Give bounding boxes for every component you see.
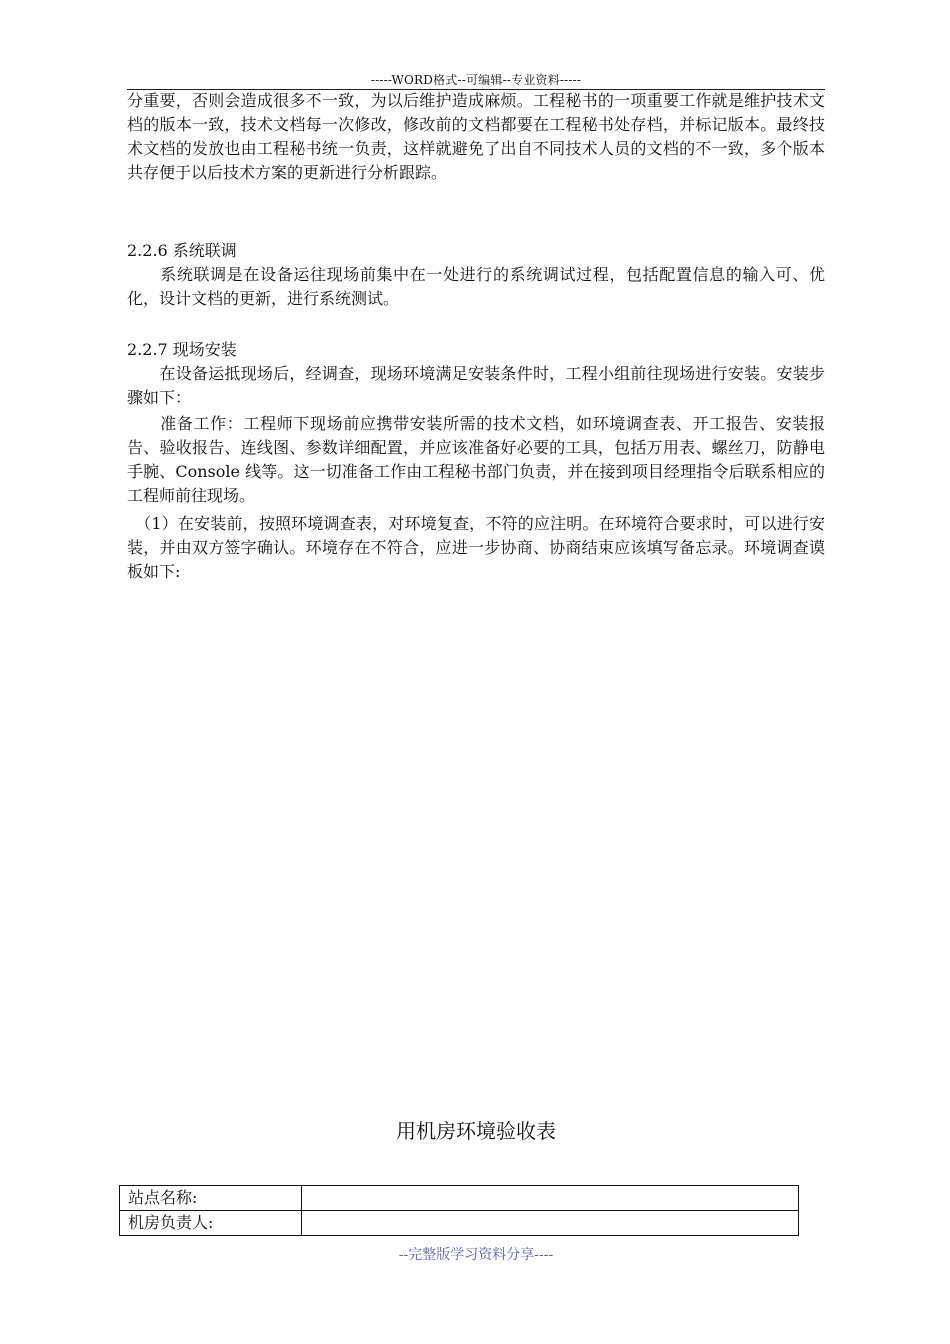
- page-header: -----WORD格式--可编辑--专业资料-----: [370, 73, 582, 87]
- table-cell-value[interactable]: [302, 1186, 799, 1211]
- table-cell-label: 站点名称:: [120, 1186, 302, 1211]
- table-row: [120, 1211, 799, 1236]
- page-footer: --完整版学习资料分享----: [398, 1247, 554, 1263]
- table-cell-value[interactable]: [302, 1211, 799, 1236]
- section-heading-2-2-6: 2.2.6 系统联调: [127, 241, 237, 260]
- paragraph-doc-version: 分重要，否则会造成很多不一致，为以后维护造成麻烦。工程秘书的一项重要工作就是维护技术文档的版本一致，技术文档每一次修改，修改前的文档都要在工程秘书处存档，并标记版本。最终技术文档的发放也由工程秘书统一负责，这样就避免了出自不同技术人员的文档的不一致，多个版本共存便于以后技术方案的更新进行分析跟踪。: [127, 91, 825, 182]
- paragraph-site-install-intro: 在设备运抵现场后，经调查，现场环境满足安装条件时，工程小组前往现场进行安装。安装步骤如下：: [127, 364, 825, 407]
- paragraph-step-1: （1）在安装前，按照环境调查表，对环境复查，不符的应注明。在环境符合要求时，可以进行安装，并由双方签字确认。环境存在不符合，应进一步协商、协商结束应该填写备忘录。环境调查谟板如下:: [127, 514, 825, 581]
- table-title: 用机房环境验收表: [396, 1119, 556, 1143]
- paragraph-system-integration: 系统联调是在设备运往现场前集中在一处进行的系统调试过程，包括配置信息的输入可、优化，设计文档的更新，进行系统测试。: [127, 265, 825, 308]
- section-heading-2-2-7: 2.2.7 现场安装: [127, 340, 237, 359]
- paragraph-preparation: 准备工作：工程师下现场前应携带安装所需的技术文档，如环境调查表、开工报告、安装报告、验收报告、连线图、参数详细配置，并应该准备好必要的工具，包括万用表、螺丝刀，防静电手腕、Console 线等。这一切准备工作由工程秘书部门负责，并在接到项目经理指令后联系相应的工程师前往现场。: [127, 414, 825, 505]
- environment-acceptance-table: [119, 1185, 799, 1236]
- table-row: [120, 1186, 799, 1211]
- table-cell-label: 机房负责人:: [120, 1211, 302, 1236]
